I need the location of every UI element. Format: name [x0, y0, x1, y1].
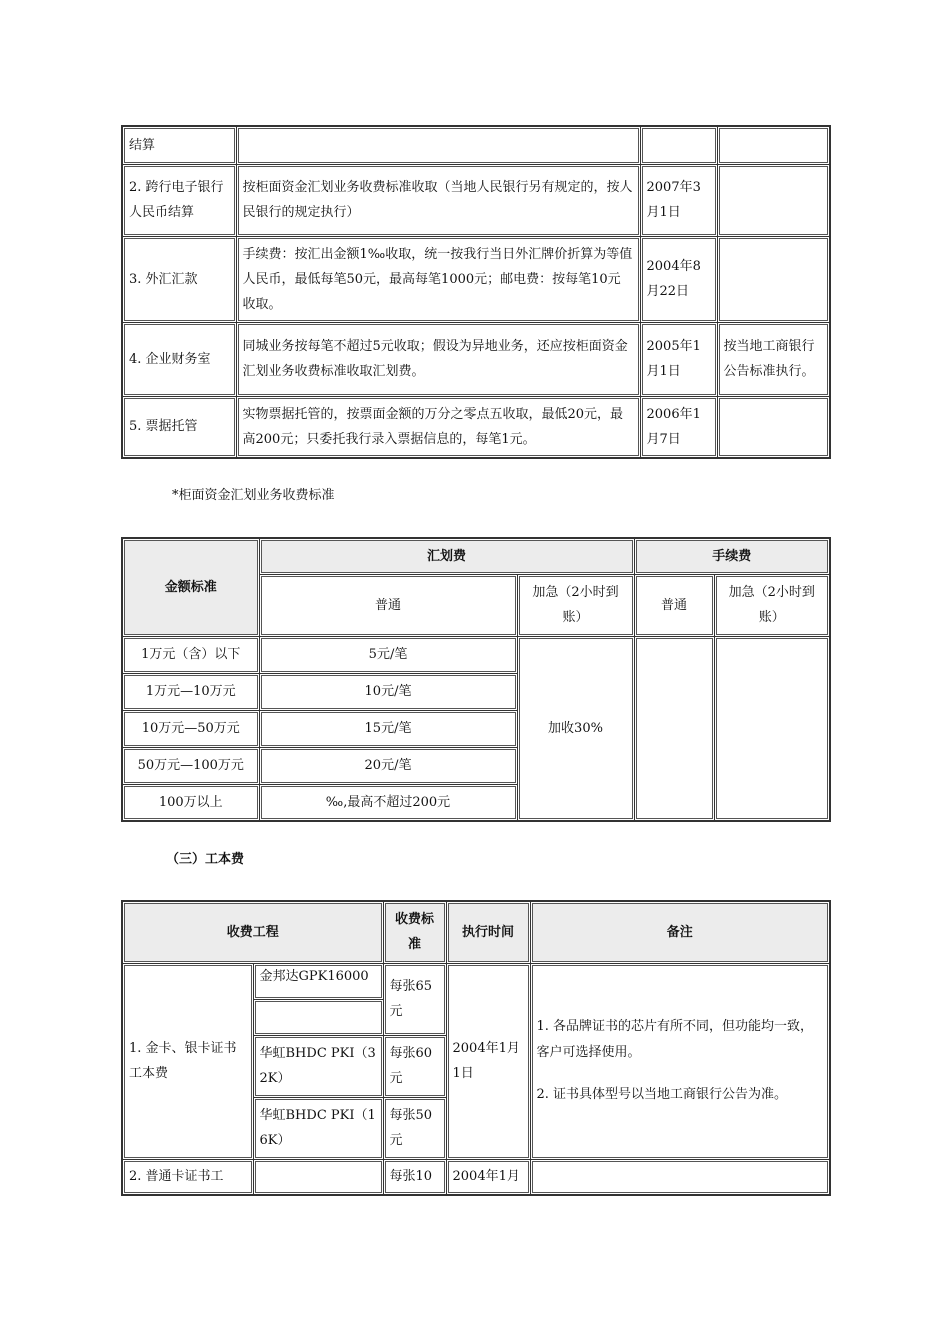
table-row: [122, 322, 830, 396]
table-row: [122, 164, 830, 236]
remittance-standard-caption: *柜面资金汇划业务收费标准: [172, 488, 335, 503]
desc-cell: 按柜面资金汇划业务收费标准收取（当地人民银行另有规定的，按人民银行的规定执行）: [236, 164, 640, 236]
note-line: 2. 证书具体型号以当地工商银行公告为准。: [536, 1087, 788, 1102]
project-header: 收费工程: [122, 901, 383, 963]
remit-normal-header: 普通: [259, 574, 517, 636]
date-cell: 2004年1月1日: [446, 963, 530, 1159]
fee-urgent-cell: [714, 636, 830, 821]
normal-fee-cell: 15元/笔: [259, 710, 517, 747]
note-cell: [717, 236, 830, 322]
brand-cell: 金邦达GPK16000: [253, 963, 383, 999]
amount-cell: 10万元—50万元: [122, 710, 259, 747]
normal-fee-cell: 20元/笔: [259, 747, 517, 784]
price-cell: 每张65元: [383, 963, 446, 1035]
note-cell: [530, 963, 830, 1159]
item-cell: 2. 普通卡证书工: [122, 1159, 253, 1195]
urgent-fee-cell: 加收30%: [517, 636, 634, 821]
date-cell: 2004年8月22日: [640, 236, 717, 322]
brand-cell: [253, 1159, 383, 1195]
date-cell: 2004年1月: [446, 1159, 530, 1195]
normal-fee-cell: 10元/笔: [259, 673, 517, 710]
remit-urgent-header: 加急（2小时到账）: [517, 574, 634, 636]
amount-cell: 1万元（含）以下: [122, 636, 259, 673]
fee-urgent-header: 加急（2小时到账）: [714, 574, 830, 636]
table-row: [122, 236, 830, 322]
price-cell: 每张50元: [383, 1097, 446, 1159]
normal-fee-cell: ‰,最高不超过200元: [259, 784, 517, 821]
table-row: [122, 636, 830, 673]
item-cell: 1. 金卡、银卡证书工本费: [122, 963, 253, 1159]
date-cell: [640, 126, 717, 164]
amount-cell: 50万元—100万元: [122, 747, 259, 784]
note-cell: [717, 396, 830, 458]
desc-cell: 手续费：按汇出金额1‰收取，统一按我行当日外汇牌价折算为等值人民币，最低每笔50元，最高每笔1000元；邮电费：按每笔10元收取。: [236, 236, 640, 322]
desc-cell: 实物票据托管的，按票面金额的万分之零点五收取，最低20元，最高200元；只委托我行录入票据信息的，每笔1元。: [236, 396, 640, 458]
header-row: [122, 538, 830, 574]
fee-normal-header: 普通: [634, 574, 714, 636]
normal-fee-cell: 5元/笔: [259, 636, 517, 673]
handling-fee-header: 手续费: [634, 538, 830, 574]
certificate-fee-table: [121, 900, 831, 1196]
amount-cell: 1万元—10万元: [122, 673, 259, 710]
note-cell: [717, 164, 830, 236]
table-row: [122, 396, 830, 458]
section-title: （三）工本费: [166, 852, 245, 867]
item-cell: 结算: [122, 126, 236, 164]
desc-cell: [236, 126, 640, 164]
item-cell: 5. 票据托管: [122, 396, 236, 458]
fee-table-1: [121, 125, 831, 459]
date-cell: 2005年1月1日: [640, 322, 717, 396]
fee-normal-cell: [634, 636, 714, 821]
table-row: [122, 963, 830, 999]
item-cell: 2. 跨行电子银行人民币结算: [122, 164, 236, 236]
brand-cell: 华虹BHDC PKI（16K）: [253, 1097, 383, 1159]
brand-cell: 华虹BHDC PKI（32K）: [253, 1035, 383, 1097]
table-row: [122, 1159, 830, 1195]
brand-cell: [253, 999, 383, 1035]
item-cell: 4. 企业财务室: [122, 322, 236, 396]
price-cell: 每张60元: [383, 1035, 446, 1097]
amount-cell: 100万以上: [122, 784, 259, 821]
desc-cell: 同城业务按每笔不超过5元收取；假设为异地业务，还应按柜面资金汇划业务收费标准收取汇划费。: [236, 322, 640, 396]
item-cell: 3. 外汇汇款: [122, 236, 236, 322]
note-cell: [530, 1159, 830, 1195]
note-cell: 按当地工商银行公告标准执行。: [717, 322, 830, 396]
date-header: 执行时间: [446, 901, 530, 963]
date-cell: 2007年3月1日: [640, 164, 717, 236]
note-line: 1. 各品牌证书的芯片有所不同，但功能均一致，客户可选择使用。: [536, 1019, 814, 1060]
remittance-fee-table: [121, 537, 831, 822]
date-cell: 2006年1月7日: [640, 396, 717, 458]
price-cell: 每张10: [383, 1159, 446, 1195]
note-header: 备注: [530, 901, 830, 963]
standard-header: 收费标准: [383, 901, 446, 963]
header-row: [122, 901, 830, 963]
amount-header: 金额标准: [122, 538, 259, 636]
note-cell: [717, 126, 830, 164]
remit-fee-header: 汇划费: [259, 538, 634, 574]
table-row: [122, 126, 830, 164]
